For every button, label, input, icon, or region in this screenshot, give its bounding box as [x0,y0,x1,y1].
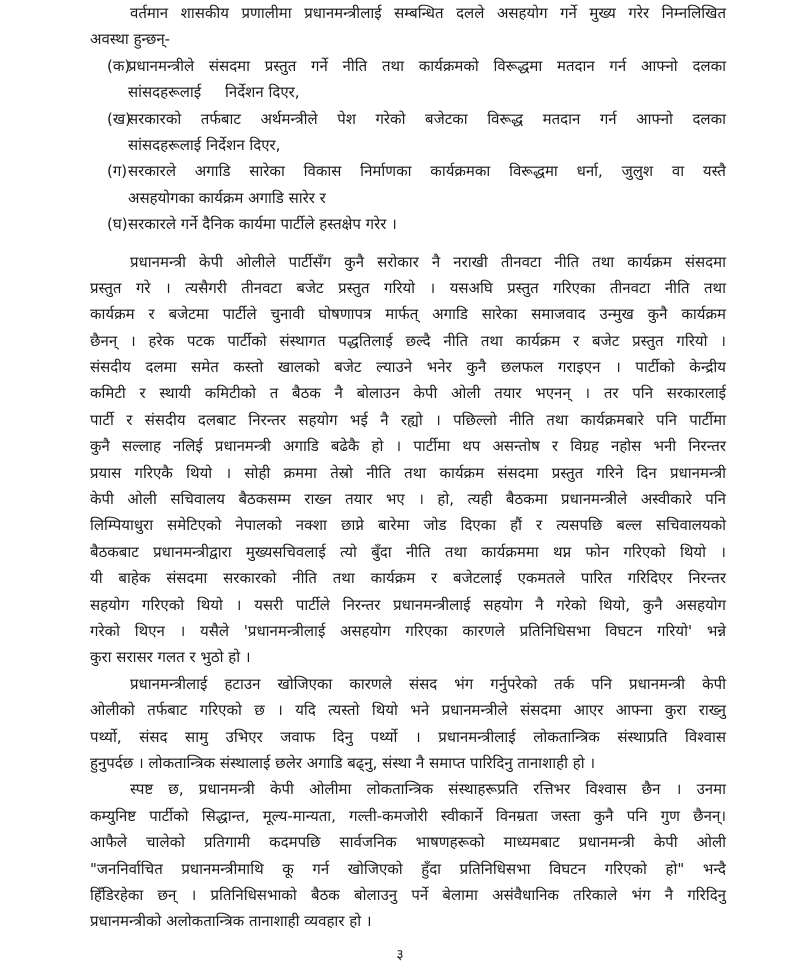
text-line: संसदीय दलमा समेत कस्तो खालको बजेट ल्याउने भनेर कुनै छलफल गराइएन । पार्टीको केन्द्रीय [90,358,726,377]
text-line: "जननिर्वाचित प्रधानमन्त्रीमाथि कू गर्न खोजिएको हुँदा प्रतिनिधिसभा विघटन गरिएको हो" भन्दै [90,859,726,878]
list-item [90,158,726,211]
text-line: गरेको थिएन । यसैले 'प्रधानमन्त्रीलाई असहयोग गरिएका कारणले प्रतिनिधिसभा विघटन गरियो' भन्ने [90,621,726,640]
text-line: हिँडिरहेका छन् । प्रतिनिधिसभाको बैठक बोलाउनु पर्ने बेलामा असंवैधानिक तरिकाले भंग नै गरिदिनु [90,885,726,904]
text-line: सहयोग गरिएको थियो । यसरी पार्टीले निरन्तर प्रधानमन्त्रीलाई सहयोग नै गरेको थियो, कुनै असहयोग [90,595,726,614]
text-line: पर्थ्यो, संसद सामु उभिएर जवाफ दिनु पर्थ्यो । प्रधानमन्त्रीलाई लोकतान्त्रिक संस्थाप्रति विश्वास [90,727,726,746]
text-line: केपी ओली सचिवालय बैठकसम्म राख्न तयार भए । हो, त्यही बैठकमा प्रधानमन्त्रीले अस्वीकारे पनि [90,490,726,509]
intro-paragraph [90,0,726,53]
list-marker: (घ) [107,215,128,234]
list-item [90,106,726,159]
text-line: हुनुपर्दछ । लोकतान्त्रिक संस्थालाई छलेर अगाडि बढ्नु, संस्था नै समाप्त पारिदिनु तानाशाही हो । [90,753,596,772]
text-line: प्रयास गरिएकै थियो । सोही क्रममा तेस्रो नीति तथा कार्यक्रम संसदमा प्रस्तुत गरिने दिन प्रधानमन्त्री [90,463,726,482]
text-line: प्रस्तुत गरे । त्यसैगरी तीनवटा बजेट प्रस्तुत गरियो । यसअघि प्रस्तुत गरिएका तीनवटा नीति तथा [90,278,726,297]
list-marker: (ग) [107,162,128,181]
list-marker: (क) [107,56,131,75]
page-number: ३ [396,947,404,963]
text-line: सांसदहरूलाई निर्देशन दिएर, [128,135,281,154]
text-line: (ग) सरकारले अगाडि सारेका विकास निर्माणका कार्यक्रमका विरूद्धमा धर्ना, जुलुश वा यस्तै [90,158,726,184]
text-line: आफैले चालेको प्रतिगामी कदमपछि सार्वजनिक भाषणहरूको माध्यमबाट प्रधानमन्त्री केपी ओली [90,833,726,852]
paragraph-gap [90,238,726,249]
text-line: (घ) सरकारले गर्ने दैनिक कार्यमा पार्टीले हस्तक्षेप गरेर । [90,211,726,237]
paragraph [90,671,726,777]
text-line: अवस्था हुन्छन्- [90,30,171,49]
text-line: पार्टी र संसदीय दलबाट निरन्तर सहयोग भई नै रह्यो । पछिल्लो नीति तथा कार्यक्रमबारे पनि पार्टीमा [90,410,726,429]
text-line: छैनन् । हरेक पटक पार्टीको संस्थागत पद्धतिलाई छल्दै नीति तथा कार्यक्रम र बजेट प्रस्तुत गरियो । [90,331,726,350]
text-line: कुनै सल्लाह नलिई प्रधानमन्त्री अगाडि बढेकै हो । पार्टीमा थप असन्तोष र विग्रह नहोस भनी निरन्तर [90,437,726,456]
text-line: यी बाहेक संसदमा सरकारको नीति तथा कार्यक्रम र बजेटलाई एकमतले पारित गरिदिएर निरन्तर [90,569,726,588]
text-line: कमिटी र स्थायी कमिटीको त बैठक नै बोलाउन केपी ओली तयार भएनन् । तर पनि सरकारलाई [90,384,726,403]
text-line: सांसदहरूलाई निर्देशन दिएर, [128,83,300,102]
text-line: बैठकबाट प्रधानमन्त्रीद्वारा मुख्यसचिवलाई त्यो बुँदा नीति तथा कार्यक्रममा थप्न फोन गरिएको थियो । [90,542,726,561]
list-marker: (ख) [107,109,131,128]
list-item [90,53,726,106]
text-line: ओलीको तर्फबाट गरिएको छ । यदि त्यस्तो थियो भने प्रधानमन्त्रीले संसदमा आएर आफ्ना कुरा राख्नु [90,701,726,720]
text-line: कम्युनिष्ट पार्टीको सिद्धान्त, मूल्य-मान्यता, गल्ती-कमजोरी स्वीकार्ने विनम्रता जस्ता कुनै पनि गुण छैनन्। [90,806,726,825]
enumerated-list [90,53,726,238]
text-line: प्रधानमन्त्री केपी ओलीले पार्टीसँग कुनै सरोकार नै नराखी तीनवटा नीति तथा कार्यक्रम संसदमा [130,252,726,271]
list-item [90,211,726,237]
paragraph [90,776,726,934]
document-page [90,0,726,935]
text-line: प्रधानमन्त्रीको अलोकतान्त्रिक तानाशाही व्यवहार हो । [90,912,372,931]
text-line: कार्यक्रम र बजेटमा पार्टीले चुनावी घोषणापत्र मार्फत् अगाडि सारेका समाजवाद उन्मुख कुनै कार्यक्रम [90,305,726,324]
text-line: (ख) सरकारको तर्फबाट अर्थमन्त्रीले पेश गरेको बजेटका विरूद्ध मतदान गर्न आफ्नो दलका [90,106,726,132]
text-line: लिम्पियाधुरा समेटिएको नेपालको नक्शा छाप्ने बारेमा जोड दिएका हौं र त्यसपछि बल्ल सचिवालयको [90,516,726,535]
text-line: प्रधानमन्त्रीलाई हटाउन खोजिएका कारणले संसद भंग गर्नुपरेको तर्क पनि प्रधानमन्त्री केपी [130,674,726,693]
text-line: स्पष्ट छ, प्रधानमन्त्री केपी ओलीमा लोकतान्त्रिक संस्थाहरूप्रति रत्तिभर विश्वास छैन । उनमा [130,780,726,799]
text-line: असहयोगका कार्यक्रम अगाडि सारेर र [128,188,326,207]
paragraph [90,249,726,671]
text-line: वर्तमान शासकीय प्रणालीमा प्रधानमन्त्रीलाई सम्बन्धित दलले असहयोग गर्ने मुख्य गरेर निम्नलिखित [130,4,726,22]
text-line: कुरा सरासर गलत र भुठो हो । [90,648,251,667]
text-line: (क) प्रधानमन्त्रीले संसदमा प्रस्तुत गर्ने नीति तथा कार्यक्रमको विरूद्धमा मतदान गर्न आफ्नो दलका [90,53,726,79]
